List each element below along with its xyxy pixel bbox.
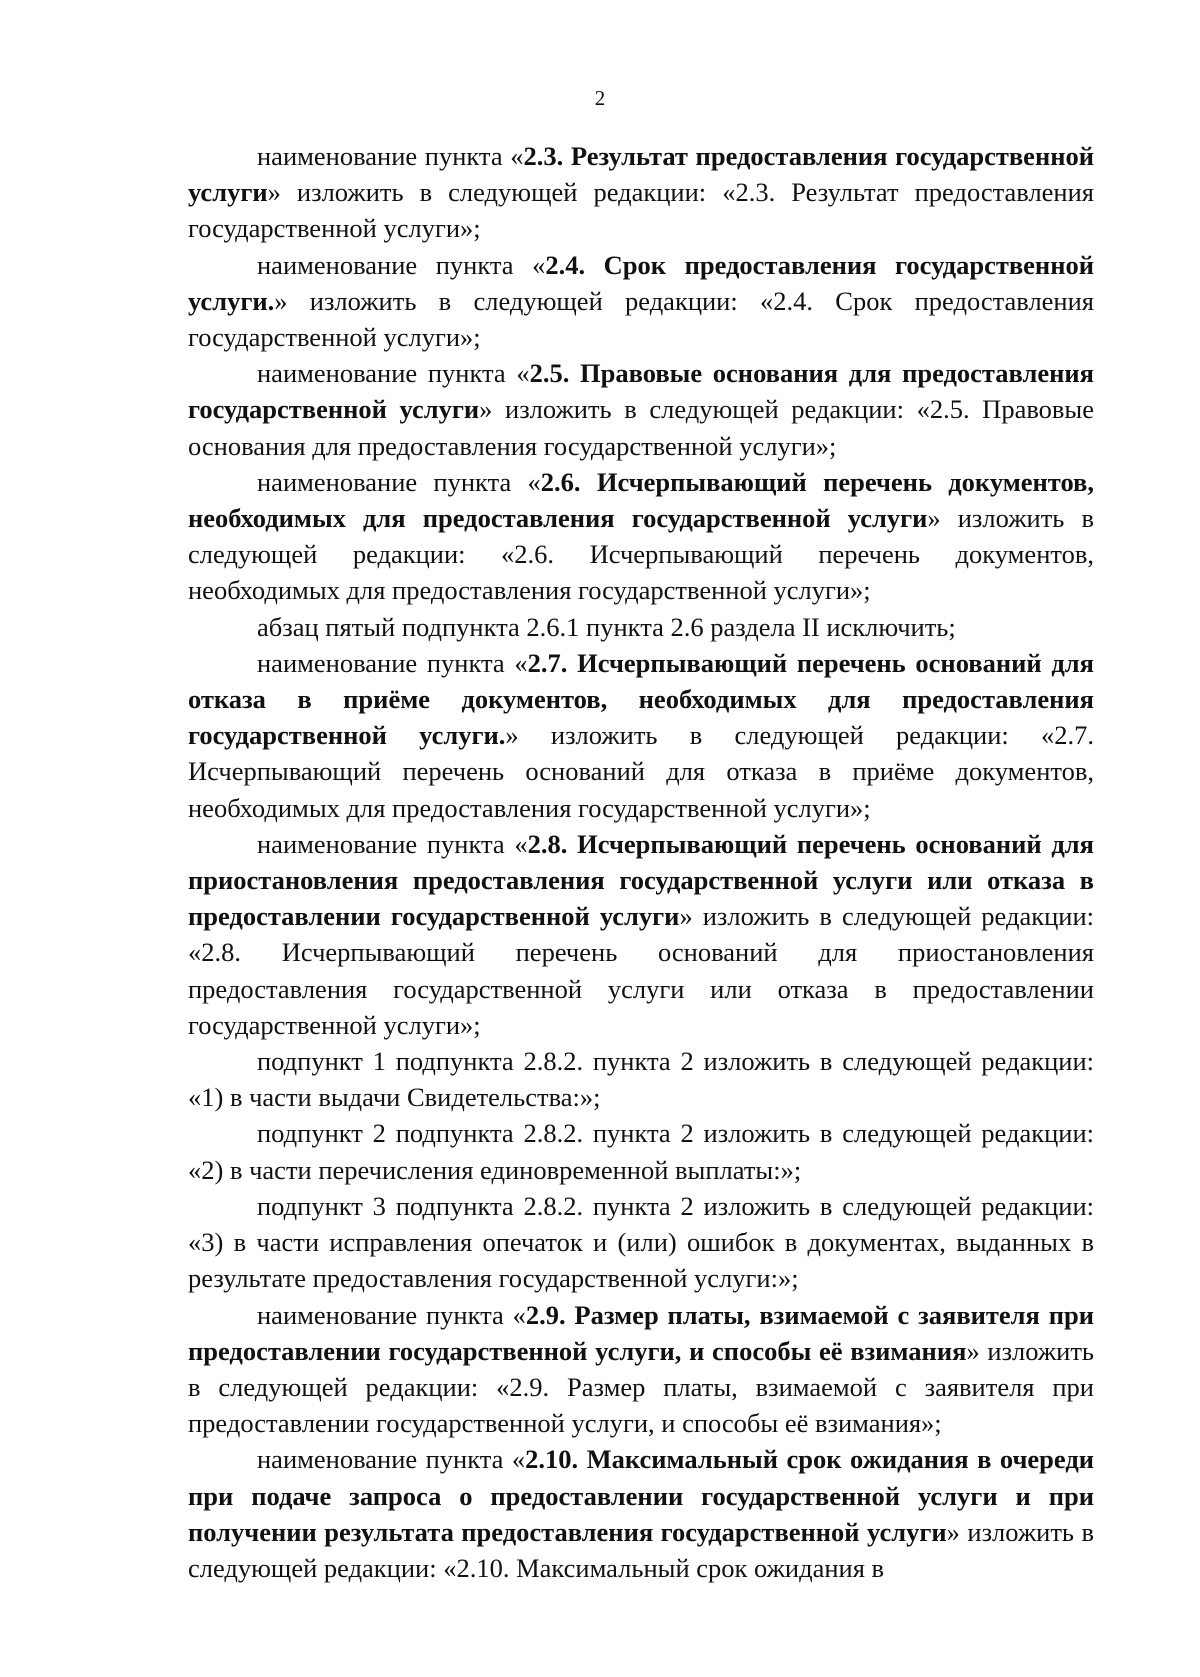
paragraph [188, 1043, 1094, 1115]
text-segment: наименование пункта « [257, 1444, 526, 1475]
text-segment: наименование пункта « [257, 466, 541, 497]
text-segment: подпункт 3 подпункта 2.8.2. пункта 2 изложить в следующей редакции: «3) в части исправления опечаток и (или) ошибок в документах, выданных в результате предоставления государственной услуги:»; [188, 1190, 1094, 1294]
text-segment: » изложить в следующей редакции: «2.8. Исчерпывающий перечень оснований для приостановления предоставления государственной услуги или отказа в предоставлении государственной услуги»; [188, 901, 1094, 1040]
bold-segment: 2.7. Исчерпывающий перечень оснований для отказа в приёме документов, необходимых для предоставления государственной услуги. [188, 647, 1094, 751]
paragraph [188, 138, 1094, 247]
text-segment: абзац пятый подпункта 2.6.1 пункта 2.6 раздела II исключить; [257, 611, 956, 642]
bold-segment: 2.6. Исчерпывающий перечень документов, необходимых для предоставления государственной услуги [188, 466, 1094, 534]
page-number: 2 [594, 86, 606, 110]
paragraph [188, 464, 1094, 609]
paragraph [188, 826, 1094, 1043]
document-body [188, 138, 1094, 1586]
text-segment: наименование пункта « [257, 141, 524, 171]
text-segment: » изложить в следующей редакции: «2.6. Исчерпывающий перечень документов, необходимых для предоставления государственной услуги»; [188, 503, 1094, 606]
text-segment: наименование пункта « [257, 358, 530, 389]
text-segment: подпункт 2 подпункта 2.8.2. пункта 2 изложить в следующей редакции: «2) в части перечисления единовременной выплаты:»; [188, 1118, 1094, 1185]
paragraph [188, 645, 1094, 826]
bold-segment: 2.5. Правовые основания для предоставления государственной услуги [188, 358, 1094, 425]
bold-segment: 2.3. Результат предоставления государственной услуги [188, 141, 1094, 208]
text-segment: наименование пункта « [257, 647, 528, 678]
paragraph [188, 609, 1094, 645]
text-segment: » изложить в следующей редакции: «2.7. Исчерпывающий перечень оснований для отказа в приёме документов, необходимых для предоставления государственной услуги»; [188, 720, 1094, 823]
paragraph [188, 1441, 1094, 1586]
text-segment: » изложить в следующей редакции: «2.10. Максимальный срок ожидания в [188, 1516, 1094, 1583]
text-segment: » изложить в следующей редакции: «2.5. Правовые основания для предоставления государственной услуги»; [188, 394, 1094, 461]
paragraph [188, 1115, 1094, 1187]
bold-segment: 2.4. Срок предоставления государственной услуги. [188, 249, 1094, 316]
text-segment: » изложить в следующей редакции: «2.9. Размер платы, взимаемой с заявителя при предоставлении государственной услуги, и способы её взимания»; [188, 1335, 1095, 1439]
text-segment: » изложить в следующей редакции: «2.4. Срок предоставления государственной услуги»; [188, 285, 1094, 353]
text-segment: наименование пункта « [257, 828, 528, 859]
bold-segment: 2.8. Исчерпывающий перечень оснований для приостановления предоставления государственной услуги или отказа в предоставлении государственной услуги [188, 828, 1094, 932]
text-segment: наименование пункта « [257, 249, 546, 280]
paragraph [188, 355, 1094, 464]
text-segment: » изложить в следующей редакции: «2.3. Результат предоставления государственной услуги»; [188, 177, 1094, 244]
bold-segment: 2.10. Максимальный срок ожидания в очереди при подаче запроса о предоставлении государственной услуги и при получении результата предоставления государственной услуги [188, 1444, 1094, 1547]
paragraph [188, 1297, 1094, 1442]
bold-segment: 2.9. Размер платы, взимаемой с заявителя при предоставлении государственной услуги, и способы её взимания [188, 1299, 1094, 1366]
text-segment: наименование пункта « [257, 1299, 526, 1330]
paragraph [188, 247, 1094, 356]
text-segment: подпункт 1 подпункта 2.8.2. пункта 2 изложить в следующей редакции: «1) в части выдачи Свидетельства:»; [188, 1046, 1094, 1113]
paragraph [188, 1188, 1094, 1297]
